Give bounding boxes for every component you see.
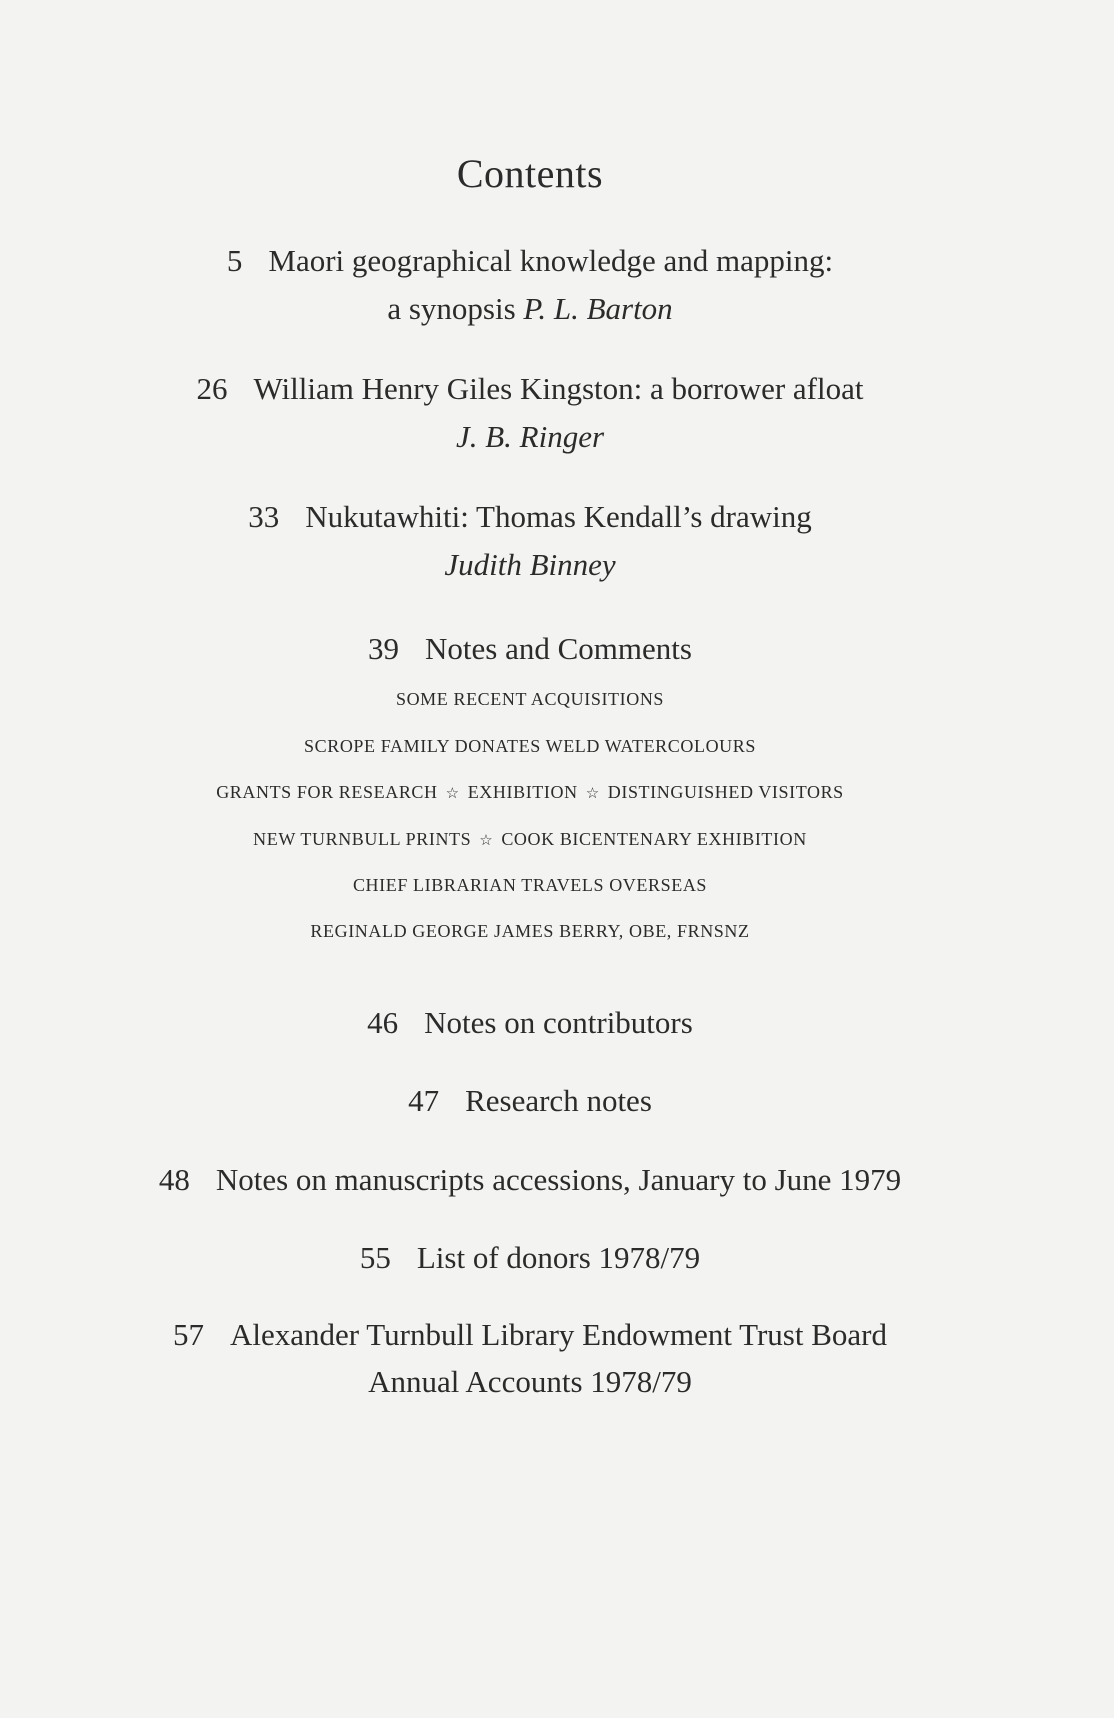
page-number: 26 xyxy=(196,371,228,406)
notes-item: REGINALD GEORGE JAMES BERRY, OBE, FRNSNZ xyxy=(310,921,750,941)
toc-entry-5 xyxy=(0,243,1060,279)
page-number: 57 xyxy=(173,1317,204,1352)
toc-entry-39 xyxy=(0,631,1060,667)
toc-entry-26 xyxy=(0,371,1060,407)
toc-entry-5-cont xyxy=(0,291,1060,327)
toc-entry-33-author-line xyxy=(0,547,1060,583)
page-number: 48 xyxy=(158,1162,190,1197)
toc-entry-33 xyxy=(0,499,1060,535)
page-title: Contents xyxy=(456,151,604,196)
toc-entry-48 xyxy=(0,1162,1060,1198)
entry-title: Nukutawhiti: Thomas Kendall’s drawing xyxy=(305,499,812,534)
entry-title: List of donors 1978/79 xyxy=(416,1240,701,1275)
toc-entry-57-cont xyxy=(0,1364,1060,1400)
toc-entry-26-author-line xyxy=(0,419,1060,455)
toc-entry-47 xyxy=(0,1083,1060,1119)
entry-author: J. B. Ringer xyxy=(455,419,605,454)
star-icon: ☆ xyxy=(479,833,494,849)
page-number: 55 xyxy=(359,1240,391,1275)
notes-item: SCROPE FAMILY DONATES WELD WATERCOLOURS xyxy=(304,736,756,756)
entry-title: Notes and Comments xyxy=(425,631,692,666)
toc-entry-46 xyxy=(0,1005,1060,1041)
notes-item-row xyxy=(0,782,1060,803)
page-number: 47 xyxy=(408,1083,440,1118)
notes-item: DISTINGUISHED VISITORS xyxy=(607,782,844,802)
notes-item-row xyxy=(0,829,1060,850)
entry-title: William Henry Giles Kingston: a borrower afloat xyxy=(253,371,864,406)
star-icon: ☆ xyxy=(585,786,600,802)
page-number: 39 xyxy=(368,631,400,666)
entry-title: Notes on manuscripts accessions, January to June 1979 xyxy=(215,1162,902,1197)
entry-title: Notes on contributors xyxy=(424,1005,693,1040)
entry-title-continued: Annual Accounts 1978/79 xyxy=(368,1364,692,1399)
entry-title: Alexander Turnbull Library Endowment Trust Board xyxy=(230,1317,887,1352)
toc-entry-57 xyxy=(0,1317,1060,1353)
notes-item: EXHIBITION xyxy=(467,782,578,802)
page-number: 46 xyxy=(367,1005,399,1040)
entry-author: Judith Binney xyxy=(444,547,616,582)
notes-item: SOME RECENT ACQUISITIONS xyxy=(395,689,665,709)
page-number: 5 xyxy=(226,243,243,278)
notes-item: NEW TURNBULL PRINTS xyxy=(253,829,472,849)
notes-item: COOK BICENTENARY EXHIBITION xyxy=(501,829,807,849)
entry-title-continued: a synopsis xyxy=(387,291,516,326)
toc-entry-55 xyxy=(0,1240,1060,1276)
entry-author: P. L. Barton xyxy=(523,291,673,326)
page-number: 33 xyxy=(248,499,280,534)
notes-item: GRANTS FOR RESEARCH xyxy=(216,782,438,802)
notes-item: CHIEF LIBRARIAN TRAVELS OVERSEAS xyxy=(352,875,708,895)
entry-title: Maori geographical knowledge and mapping: xyxy=(268,243,834,278)
star-icon: ☆ xyxy=(445,786,460,802)
entry-title: Research notes xyxy=(465,1083,652,1118)
